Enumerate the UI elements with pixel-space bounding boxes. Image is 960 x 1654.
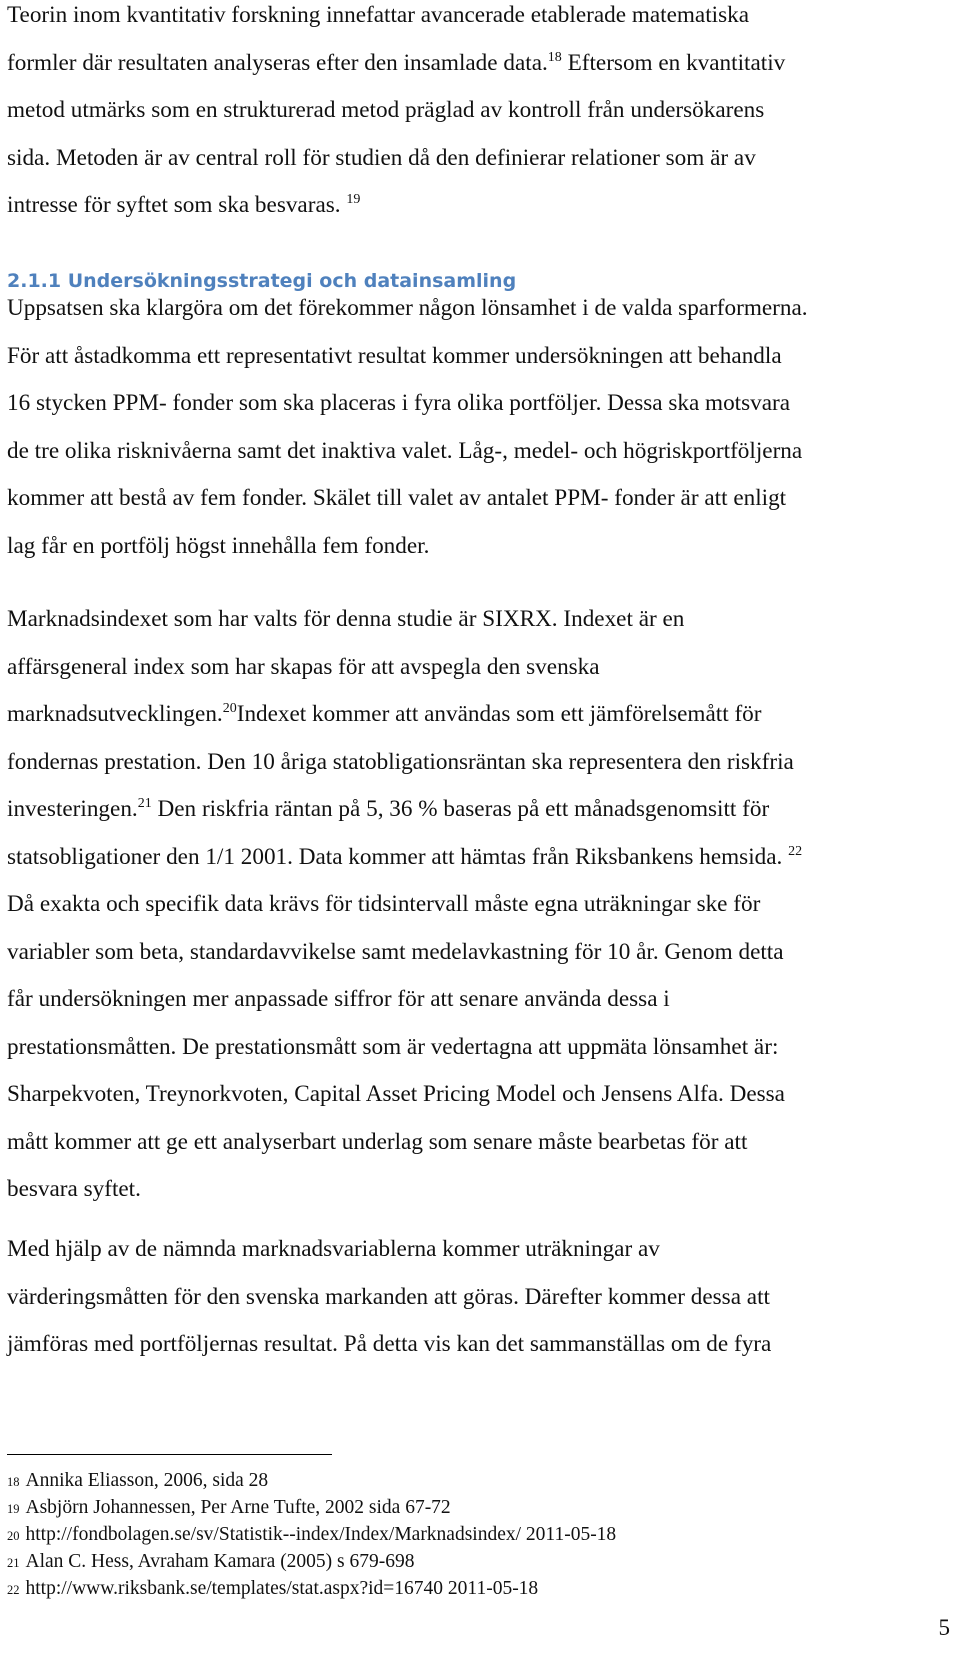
text-line <box>7 691 947 739</box>
footnote-number: 21 <box>7 1556 20 1570</box>
footnote-reference-19[interactable]: 19 <box>346 192 361 207</box>
text-line: Då exakta och specifik data krävs för tidsintervall måste egna uträkningar ske för <box>7 891 761 917</box>
text-line: kommer att bestå av fem fonder. Skälet till valet av antalet PPM- fonder är att enligt <box>7 485 787 511</box>
text-line: sida. Metoden är av central roll för studien då den definierar relationer som är av <box>7 144 756 171</box>
text-segment: Eftersom en kvantitativ <box>567 49 786 76</box>
text-line: affärsgeneral index som har skapas för att avspegla den svenska <box>7 653 600 680</box>
footnote-text: Annika Eliasson, 2006, sida 28 <box>25 1470 269 1491</box>
footnote-22 <box>7 1575 947 1602</box>
text-line: får undersökningen mer anpassade siffror för att senare använda dessa i <box>7 986 670 1012</box>
text-segment: intresse för syftet som ska besvaras. <box>7 192 341 218</box>
footnote-21 <box>7 1548 947 1575</box>
text-segment: investeringen. <box>7 796 138 822</box>
text-line: För att åstadkomma ett representativt resultat kommer undersökningen att behandla <box>7 342 782 369</box>
footnote-reference-22[interactable]: 22 <box>788 843 803 859</box>
footnote-link[interactable]: http://fondbolagen.se/sv/Statistik--index/Index/Marknadsindex/ 2011-05-18 <box>25 1524 617 1545</box>
text-line: jämföras med portföljernas resultat. På detta vis kan det sammanställas om de fyra <box>7 1331 772 1357</box>
text-line: Sharpekvoten, Treynorkvoten, Capital Asset Pricing Model och Jensens Alfa. Dessa <box>7 1081 785 1107</box>
text-line <box>7 786 947 834</box>
text-line: prestationsmåtten. De prestationsmått som är vedertagna att uppmäta lönsamhet är: <box>7 1033 779 1060</box>
paragraph-quantitative-theory <box>7 0 947 230</box>
text-line: Teorin inom kvantitativ forskning innefattar avancerade etablerade matematiska <box>7 2 749 28</box>
footnote-text: Alan C. Hess, Avraham Kamara (2005) s 679-698 <box>25 1551 415 1572</box>
footnote-reference-20[interactable]: 20 <box>222 701 237 716</box>
text-line <box>7 182 947 230</box>
text-line: besvara syftet. <box>7 1176 141 1202</box>
footnote-reference-18[interactable]: 18 <box>547 49 562 65</box>
text-segment: Indexet kommer att användas som ett jämförelsemått för <box>236 701 762 727</box>
footnote-separator <box>7 1454 332 1455</box>
footnote-number: 18 <box>7 1475 20 1489</box>
paragraph-strategy <box>7 285 947 570</box>
text-line: Marknadsindexet som har valts för denna studie är SIXRX. Indexet är en <box>7 606 685 632</box>
text-line: 16 stycken PPM- fonder som ska placeras i fyra olika portföljer. Dessa ska motsvara <box>7 390 791 416</box>
text-line: fondernas prestation. Den 10 åriga statobligationsräntan ska representera den riskfria <box>7 748 794 775</box>
text-segment: formler där resultaten analyseras efter den insamlade data. <box>7 49 548 76</box>
text-line: Uppsatsen ska klargöra om det förekommer någon lönsamhet i de valda sparformerna. <box>7 295 808 321</box>
section-heading: 2.1.1 Undersökningsstrategi och datainsamling <box>7 270 517 292</box>
footnote-number: 20 <box>7 1529 20 1543</box>
footnote-number: 19 <box>7 1502 20 1516</box>
footnotes <box>7 1467 947 1602</box>
text-line: mått kommer att ge ett analyserbart underlag som senare måste bearbetas för att <box>7 1128 748 1155</box>
text-segment: statsobligationer den 1/1 2001. Data kommer att hämtas från Riksbankens hemsida. <box>7 843 783 870</box>
footnote-text: Asbjörn Johannessen, Per Arne Tufte, 2002 sida 67-72 <box>25 1497 451 1518</box>
footnote-reference-21[interactable]: 21 <box>137 796 152 811</box>
text-segment: Den riskfria räntan på 5, 36 % baseras på ett månadsgenomsitt för <box>151 796 770 822</box>
text-line: lag får en portfölj högst innehålla fem fonder. <box>7 532 430 559</box>
text-line: variabler som beta, standardavvikelse samt medelavkastning för 10 år. Genom detta <box>7 938 784 965</box>
text-line: metod utmärks som en strukturerad metod präglad av kontroll från undersökarens <box>7 97 765 123</box>
text-line: Med hjälp av de nämnda marknadsvariablerna kommer uträkningar av <box>7 1236 660 1262</box>
footnote-19 <box>7 1494 947 1521</box>
paragraph-market-index <box>7 596 947 1214</box>
footnote-number: 22 <box>7 1583 20 1597</box>
text-line <box>7 834 947 882</box>
text-line: värderingsmåtten för den svenska markanden att göras. Därefter kommer dessa att <box>7 1283 770 1310</box>
footnote-18 <box>7 1467 947 1494</box>
text-segment: marknadsutvecklingen. <box>7 701 223 727</box>
text-line: de tre olika risknivåerna samt det inaktiva valet. Låg-, medel- och högriskportföljerna <box>7 437 803 464</box>
footnote-link[interactable]: http://www.riksbank.se/templates/stat.aspx?id=16740 2011-05-18 <box>25 1578 539 1599</box>
text-line <box>7 40 947 88</box>
page-number: 5 <box>938 1615 950 1640</box>
paragraph-calculations <box>7 1226 947 1369</box>
footnote-20 <box>7 1521 947 1548</box>
